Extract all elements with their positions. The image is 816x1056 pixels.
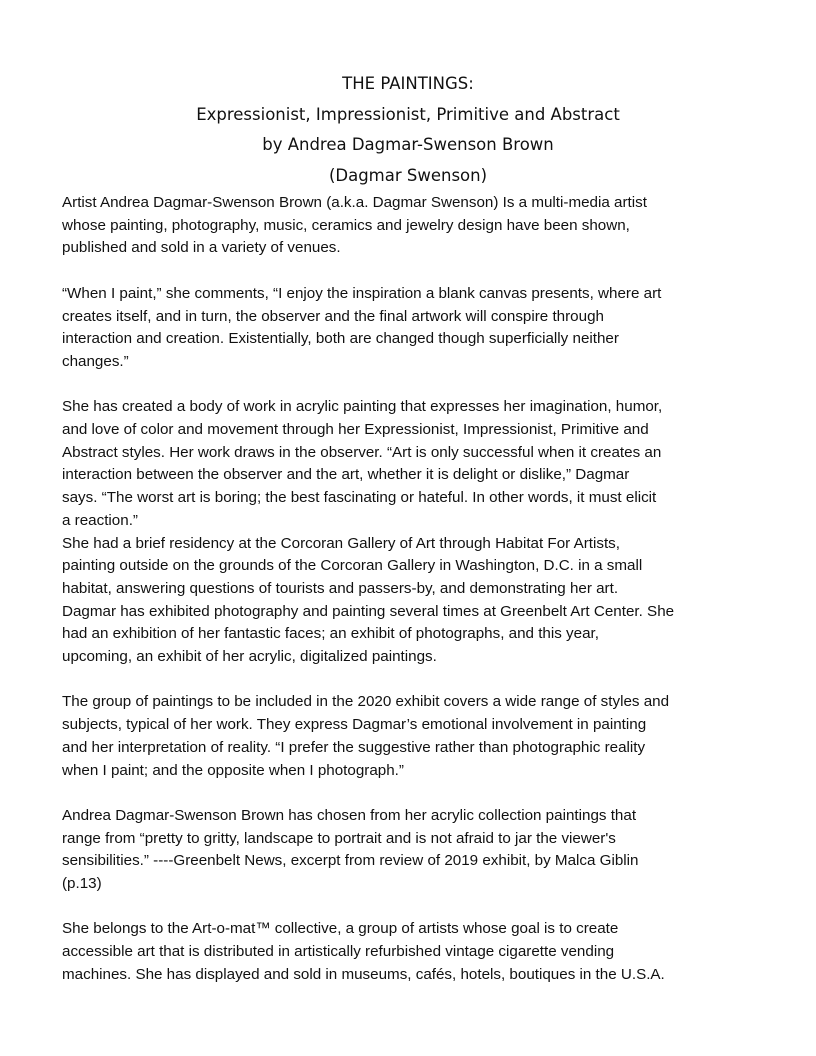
paragraph-review-excerpt: Andrea Dagmar-Swenson Brown has chosen from her acrylic collection paintings that range from “pretty to gritty, landscape to portrait and is not afraid to jar the viewer's sensibilities.” ----Greenbelt News, excerpt from review of 2019 exhibit, by Malca Giblin (p.13) (62, 806, 639, 893)
paragraph-residency: She had a brief residency at the Corcoran Gallery of Art through Habitat For Artists, painting outside on the grounds of the Corcoran Gallery in Washington, D.C. in a small habitat, answering questions of tourists and passers-by, and demonstrating her art. Dagmar has exhibited photography and painting several times at Greenbelt Art Center. She had an exhibition of her fantastic faces; an exhibit of photographs, and this year, upcoming, an exhibit of her acrylic, digitalized paintings. (62, 534, 675, 666)
document-body (62, 192, 762, 1009)
title-styles-subtitle: Expressionist, Impressionist, Primitive and Abstract (196, 104, 620, 124)
paragraph-art-o-mat: She belongs to the Art-o-mat™ collective, a group of artists whose goal is to create accessible art that is distributed in artistically refurbished vintage cigarette vending machines. She has displayed and sold in museums, cafés, hotels, boutiques in the U.S.A. (62, 920, 665, 983)
title-author-line: by Andrea Dagmar-Swenson Brown (262, 135, 554, 154)
document-title (0, 69, 816, 191)
paragraph-quote-painting: “When I paint,” she comments, “I enjoy the inspiration a blank canvas presents, where art creates itself, and in turn, the observer and the final artwork will conspire through interaction and creation. Existentially, both are changed though superficially neither changes.” (62, 284, 662, 370)
paragraph-intro: Artist Andrea Dagmar-Swenson Brown (a.k.a. Dagmar Swenson) Is a multi-media artist whose painting, photography, music, ceramics and jewelry design have been shown, published and sold in a variety of venues. (62, 194, 647, 257)
title-heading: THE PAINTINGS: (342, 74, 474, 93)
paragraph-body-of-work: She has created a body of work in acrylic painting that expresses her imagination, humor, and love of color and movement through her Expressionist, Impressionist, Primitive and Abstract styles. Her work draws in the observer. “Art is only successful when it creates an interaction between the observer and the art, whether it is delight or dislike,” Dagmar says. “The worst art is boring; the best fascinating or hateful. In other words, it must elicit a reaction.” (62, 398, 663, 529)
title-pseudonym-line: (Dagmar Swenson) (328, 165, 488, 185)
paragraph-2020-exhibit: The group of paintings to be included in the 2020 exhibit covers a wide range of styles and subjects, typical of her work. They express Dagmar’s emotional involvement in painting and her interpretation of reality. “I prefer the suggestive rather than photographic reality when I paint; and the opposite when I photograph.” (62, 693, 670, 779)
